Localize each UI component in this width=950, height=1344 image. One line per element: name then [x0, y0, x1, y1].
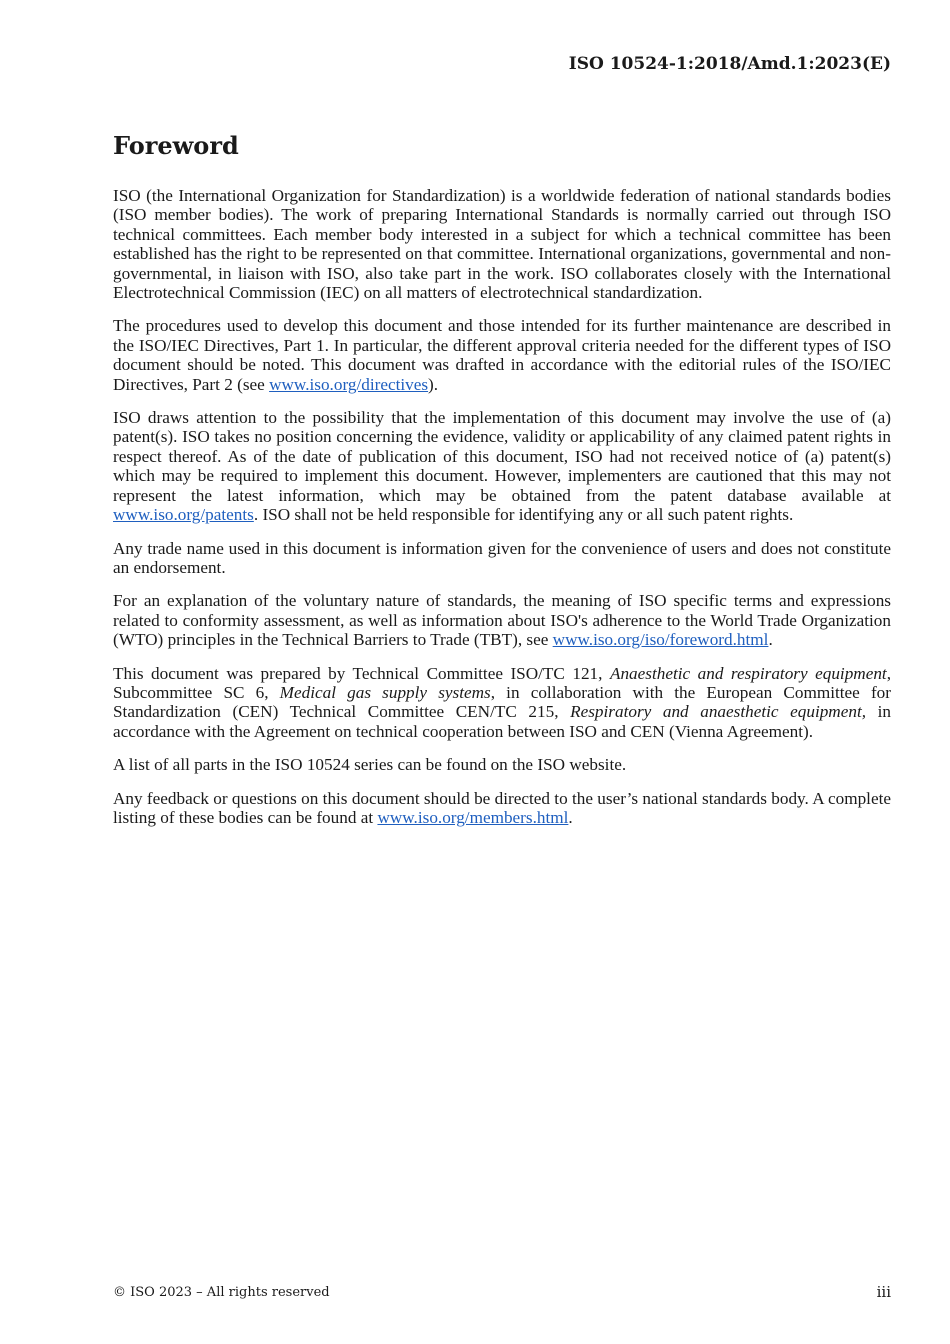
paragraph-text: ).: [428, 374, 439, 394]
paragraph-procedures: [113, 316, 891, 394]
members-link[interactable]: www.iso.org/members.html: [377, 807, 569, 827]
paragraph-trade-name: Any trade name used in this document is information given for the convenience of users and does not constitute an endorsement.: [113, 538, 891, 577]
paragraph-patents: [113, 408, 891, 524]
committee-title: Anaesthetic and respiratory equipment: [609, 663, 887, 683]
subcommittee-title: Medical gas supply systems: [279, 682, 491, 702]
paragraph-text: . ISO shall not be held responsible for identifying any or all such patent rights.: [253, 505, 794, 525]
document-identifier: ISO 10524-1:2018/Amd.1:2023(E): [568, 54, 891, 74]
foreword-info-link[interactable]: www.iso.org/iso/foreword.html: [552, 630, 769, 650]
paragraph-text: , Subcommittee SC 6,: [113, 663, 891, 702]
paragraph-text: This document was prepared by Technical Committee ISO/TC 121,: [113, 663, 610, 683]
paragraph-text: , in collaboration with the European Committee for Standardization (CEN) Technical Committee CEN/TC 215,: [113, 682, 891, 722]
paragraph-text: in accordance with the Agreement on technical cooperation between ISO and CEN (Vienna Agreement).: [113, 702, 892, 741]
paragraph-text: .: [568, 807, 573, 827]
copyright-notice: © ISO 2023 – All rights reserved: [113, 1285, 330, 1300]
paragraph-text: For an explanation of the voluntary nature of standards, the meaning of ISO specific terms and expressions related to conformity assessment, as well as information about ISO's adherence to the World Trade Organization (WTO) principles in the Technical Barriers to Trade (TBT), see: [113, 591, 891, 650]
paragraph-text: ISO draws attention to the possibility that the implementation of this document may involve the use of (a) patent(s). ISO takes no position concerning the evidence, validity or applicability of any claimed patent rights in respect thereof. As of the date of publication of this document, ISO had not received notice of (a) patent(s) which may be required to implement this document. However, implementers are cautioned that this may not represent the latest information, which may be obtained from the patent database available at: [113, 408, 891, 505]
paragraph-text: .: [768, 630, 773, 650]
cen-committee-title: Respiratory and anaesthetic equipment,: [570, 702, 867, 722]
foreword-body: [113, 186, 891, 841]
patents-link[interactable]: www.iso.org/patents: [113, 505, 254, 525]
paragraph-series-list: A list of all parts in the ISO 10524 series can be found on the ISO website.: [113, 755, 627, 775]
paragraph-committee: [113, 664, 891, 742]
directives-link[interactable]: www.iso.org/directives: [269, 374, 429, 394]
paragraph-text: Any feedback or questions on this document should be directed to the user’s national standards body. A complete listing of these bodies can be found at: [113, 788, 891, 827]
page-number: iii: [876, 1283, 891, 1301]
paragraph-feedback: [113, 789, 891, 828]
paragraph-text: The procedures used to develop this document and those intended for its further maintenance are described in the ISO/IEC Directives, Part 1. In particular, the different approval criteria needed for the different types of ISO document should be noted. This document was drafted in accordance with the editorial rules of the ISO/IEC Directives, Part 2 (see: [113, 316, 891, 394]
paragraph-iso-intro: ISO (the International Organization for Standardization) is a worldwide federation of national standards bodies (ISO member bodies). The work of preparing International Standards is normally carried out through ISO technical committees. Each member body interested in a subject for which a technical committee has been established has the right to be represented on that committee. International organizations, governmental and non-governmental, in liaison with ISO, also take part in the work. ISO collaborates closely with the International Electrotechnical Commission (IEC) on all matters of electrotechnical standardization.: [113, 186, 891, 303]
page-title: Foreword: [113, 131, 239, 160]
paragraph-voluntary-nature: [113, 591, 891, 649]
